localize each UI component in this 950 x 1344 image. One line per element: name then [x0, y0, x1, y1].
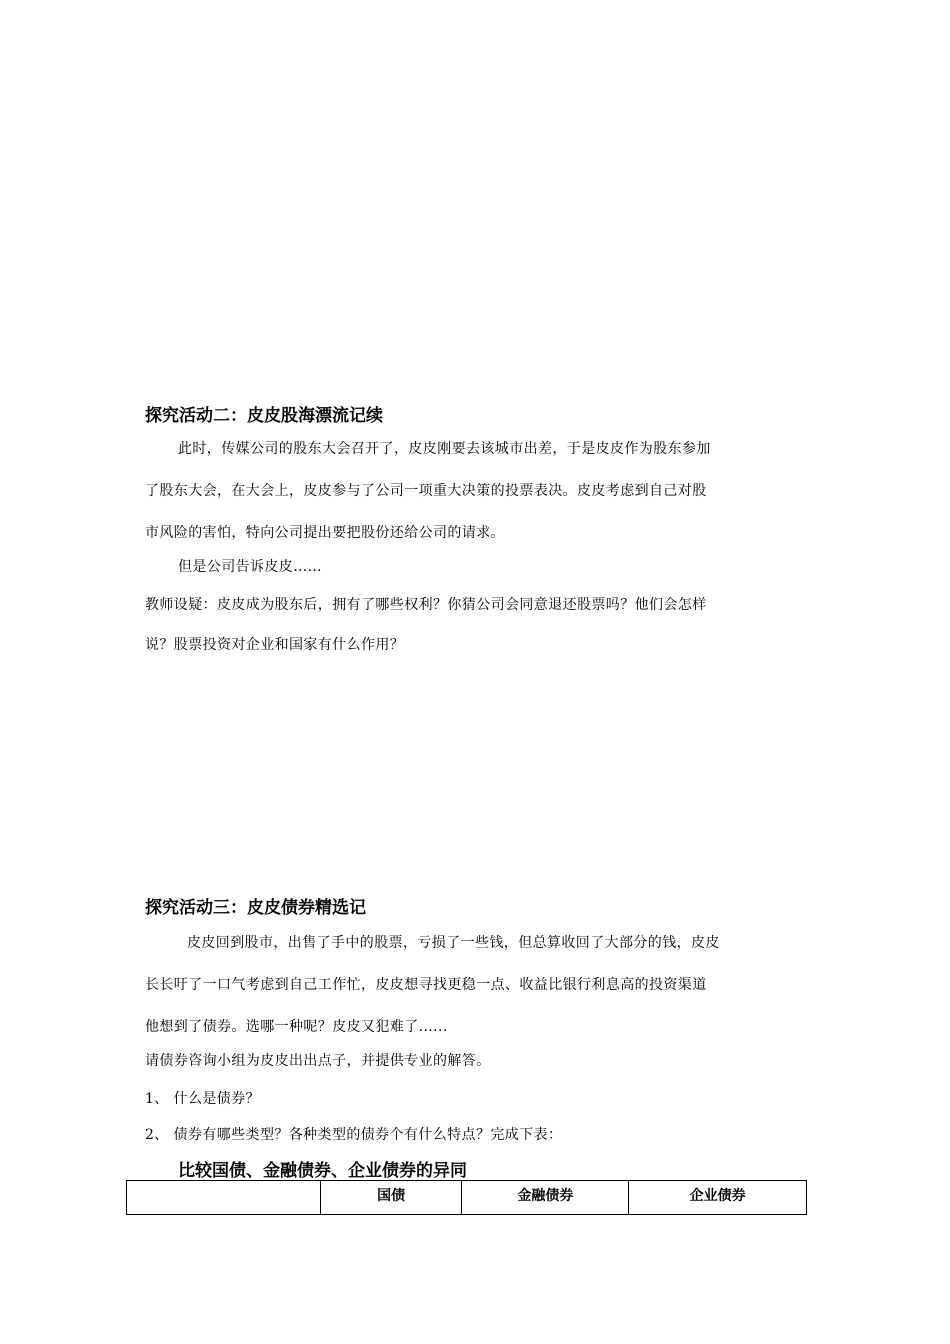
activity2-continuation: 但是公司告诉皮皮……: [178, 559, 322, 575]
bond-comparison-table: [126, 1180, 807, 1215]
activity3-paragraph-line-2: 长长吁了一口气考虑到自己工作忙，皮皮想寻找更稳一点、收益比银行利息高的投资渠道: [145, 977, 707, 993]
activity2-paragraph-line-3: 市风险的害怕，特向公司提出要把股份还给公司的请求。: [145, 525, 505, 541]
question-2: 2、 债券有哪些类型？各种类型的债券个有什么特点？完成下表：: [145, 1127, 563, 1143]
activity3-heading: 探究活动三：皮皮债券精选记: [145, 898, 366, 918]
table-header-corporate: 企业债券: [629, 1181, 807, 1215]
activity2-heading: 探究活动二：皮皮股海漂流记续: [145, 406, 383, 426]
question-1: 1、 什么是债券？: [145, 1091, 260, 1107]
comparison-table-title: 比较国债、金融债券、企业债券的异同: [178, 1161, 467, 1181]
table-header-row: [127, 1181, 807, 1215]
teacher-question-line-1: 教师设疑：皮皮成为股东后，拥有了哪些权利？你猜公司会同意退还股票吗？他们会怎样: [145, 597, 707, 613]
activity3-paragraph-line-1: 皮皮回到股市，出售了手中的股票，亏损了一些钱，但总算收回了大部分的钱，皮皮: [187, 935, 720, 951]
activity2-paragraph-line-1: 此时，传媒公司的股东大会召开了，皮皮刚要去该城市出差，于是皮皮作为股东参加: [178, 441, 711, 457]
activity3-paragraph-line-3: 他想到了债券。选哪一种呢？皮皮又犯难了......: [145, 1019, 448, 1035]
table-header-financial: 金融债券: [462, 1181, 629, 1215]
teacher-question-line-2: 说？股票投资对企业和国家有什么作用？: [145, 637, 405, 653]
table-header-treasury: 国债: [320, 1181, 462, 1215]
consult-request: 请债券咨询小组为皮皮出出点子，并提供专业的解答。: [145, 1053, 491, 1069]
activity2-paragraph-line-2: 了股东大会，在大会上，皮皮参与了公司一项重大决策的投票表决。皮皮考虑到自己对股: [145, 483, 707, 499]
table-header-blank: [127, 1181, 321, 1215]
